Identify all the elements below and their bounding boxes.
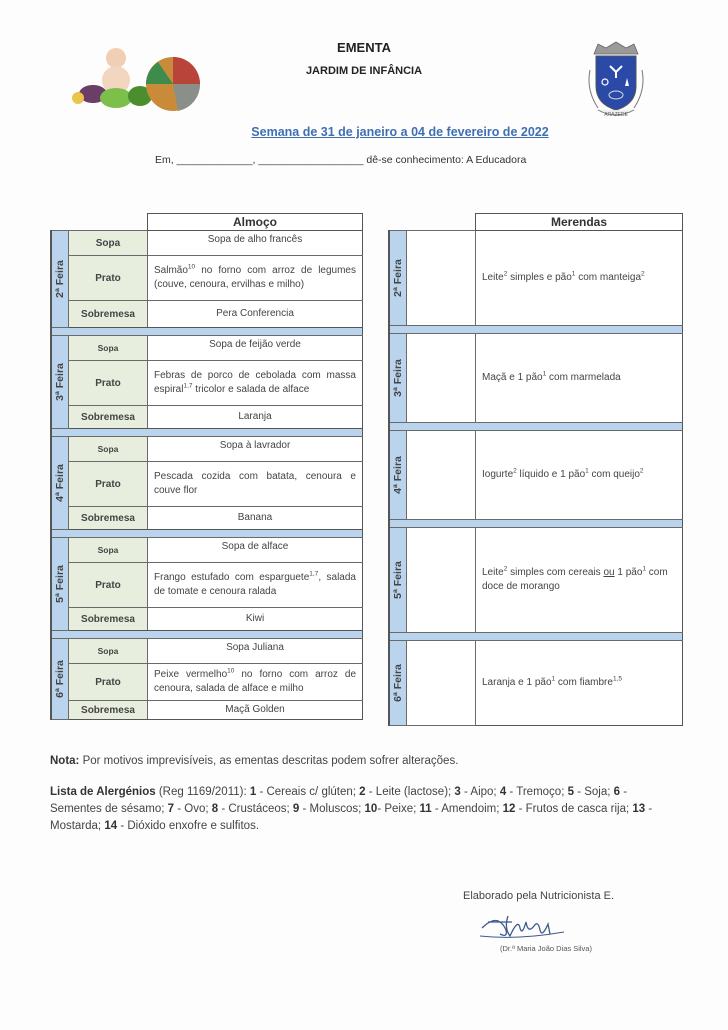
soup-label: Sopa [69, 437, 148, 462]
day-label: 2ª Feira [389, 231, 407, 326]
svg-text:ARAZEDE: ARAZEDE [604, 112, 628, 118]
note [50, 755, 458, 767]
allergen-item: 3 - Aipo; [454, 786, 500, 798]
main-dish-label: Prato [69, 664, 148, 701]
snack-text: Iogurte$^2$ líquido e 1 pão$^1$ com queijo$^2$ [476, 431, 683, 520]
day-label: 3ª Feira [51, 336, 69, 429]
day-separator [389, 423, 683, 431]
allergen-item: 6 - Sementes de sésamo; [50, 786, 628, 815]
soup-label: Sopa [69, 231, 148, 256]
day-separator [389, 520, 683, 528]
allergen-item: 12 - Frutos de casca rija; [502, 803, 633, 815]
dessert-label: Sobremesa [69, 301, 148, 328]
allergen-item: 2 - Leite (lactose); [359, 786, 455, 798]
main-dish-label: Prato [69, 462, 148, 507]
snack-text: Leite$^2$ simples com cereais ou 1 pão$^1$ com doce de morango [476, 528, 683, 633]
allergen-item: 14 - Dióxido enxofre e sulfitos. [104, 820, 260, 832]
soup-dish: Sopa de feijão verde [148, 336, 363, 361]
dessert: Pera Conferencia [148, 301, 363, 328]
snack-day-4 [389, 641, 683, 726]
coat-of-arms-icon [584, 40, 648, 120]
day-label: 5ª Feira [51, 538, 69, 631]
allergen-item: 5 - Soja; [567, 786, 614, 798]
snack-day-3 [389, 528, 683, 633]
day-separator [51, 429, 363, 437]
allergen-regulation: (Reg 1169/2011): [155, 786, 250, 798]
document-subtitle: JARDIM DE INFÂNCIA [305, 65, 423, 77]
soup-dish: Sopa de alho francês [148, 231, 363, 256]
main-dish: Pescada cozida com batata, cenoura e couve flor [148, 462, 363, 507]
lunch-menu-table [50, 213, 363, 720]
snack-blank-cell [407, 528, 476, 633]
main-dish: Frango estufado com esparguete$^{1,7}$, salada de tomate e cenoura ralada [148, 563, 363, 608]
lunch-day-3 [51, 538, 363, 563]
note-label: Nota: [50, 755, 80, 767]
lunch-day-1 [51, 336, 363, 361]
day-label: 6ª Feira [389, 641, 407, 726]
snack-day-1 [389, 334, 683, 423]
day-label: 4ª Feira [51, 437, 69, 530]
signature-image [478, 908, 568, 942]
main-dish-label: Prato [69, 256, 148, 301]
nutritionist-name: (Dr.ª Maria João Dias Silva) [500, 944, 592, 953]
snack-day-2 [389, 431, 683, 520]
day-separator [51, 328, 363, 336]
day-label: 5ª Feira [389, 528, 407, 633]
document-title: EMENTA [337, 40, 391, 55]
soup-dish: Sopa Juliana [148, 639, 363, 664]
day-label: 2ª Feira [51, 231, 69, 328]
soup-label: Sopa [69, 538, 148, 563]
allergen-item: 1 - Cereais c/ glúten; [249, 786, 360, 798]
snack-text: Laranja e 1 pão$^1$ com fiambre$^{1,5}$ [476, 641, 683, 726]
week-title: Semana de 31 de janeiro a 04 de fevereiro de 2022 [251, 125, 549, 139]
soup-dish: Sopa de alface [148, 538, 363, 563]
note-text: Por motivos imprevisíveis, as ementas descritas podem sofrer alterações. [79, 755, 459, 767]
allergen-item: 13 - Mostarda; [50, 803, 653, 832]
main-dish: Peixe vermelho$^{10}$ no forno com arroz de cenoura, salada de alface e milho [148, 664, 363, 701]
allergen-item: 10- Peixe; [364, 803, 420, 815]
main-dish: Febras de porco de cebolada com massa espiral$^{1,7}$ tricolor e salada de alface [148, 361, 363, 406]
main-dish: Salmão$^{10}$ no forno com arroz de legumes (couve, cenoura, ervilhas e milho) [148, 256, 363, 301]
dessert: Laranja [148, 406, 363, 429]
dessert-label: Sobremesa [69, 701, 148, 720]
main-dish-label: Prato [69, 361, 148, 406]
day-separator [389, 633, 683, 641]
snack-blank-cell [407, 334, 476, 423]
day-separator [51, 631, 363, 639]
day-separator [389, 326, 683, 334]
allergen-item: 7 - Ovo; [167, 803, 212, 815]
allergen-item: 9 - Moluscos; [292, 803, 365, 815]
dessert: Banana [148, 507, 363, 530]
snack-text: Maçã e 1 pão$^1$ com marmelada [476, 334, 683, 423]
day-label: 6ª Feira [51, 639, 69, 720]
snack-blank-cell [407, 641, 476, 726]
allergen-list [50, 784, 680, 835]
snack-blank-cell [407, 231, 476, 326]
main-dish-label: Prato [69, 563, 148, 608]
lunch-day-4 [51, 639, 363, 664]
acknowledgement-line: Em, _____________, __________________ dê-se conhecimento: A Educadora [155, 154, 527, 166]
allergen-item: 11 - Amendoim; [419, 803, 503, 815]
snacks-header: Merendas [476, 214, 683, 231]
lunch-day-2 [51, 437, 363, 462]
day-label: 4ª Feira [389, 431, 407, 520]
snack-blank-cell [407, 431, 476, 520]
day-separator [51, 530, 363, 538]
snack-menu-table [388, 213, 683, 726]
snack-text: Leite$^2$ simples e pão$^1$ com manteiga$^2$ [476, 231, 683, 326]
soup-dish: Sopa à lavrador [148, 437, 363, 462]
lunch-day-0 [51, 231, 363, 256]
soup-label: Sopa [69, 336, 148, 361]
dessert: Maçã Golden [148, 701, 363, 720]
lunch-header: Almoço [148, 214, 363, 231]
allergen-item: 8 - Crustáceos; [211, 803, 293, 815]
dessert-label: Sobremesa [69, 406, 148, 429]
day-label: 3ª Feira [389, 334, 407, 423]
prepared-by: Elaborado pela Nutricionista E. [463, 890, 615, 902]
dessert: Kiwi [148, 608, 363, 631]
dessert-label: Sobremesa [69, 608, 148, 631]
soup-label: Sopa [69, 639, 148, 664]
allergen-item: 4 - Tremoço; [499, 786, 568, 798]
allergen-list-label: Lista de Alergénios [50, 786, 156, 798]
dessert-label: Sobremesa [69, 507, 148, 530]
snack-day-0 [389, 231, 683, 326]
